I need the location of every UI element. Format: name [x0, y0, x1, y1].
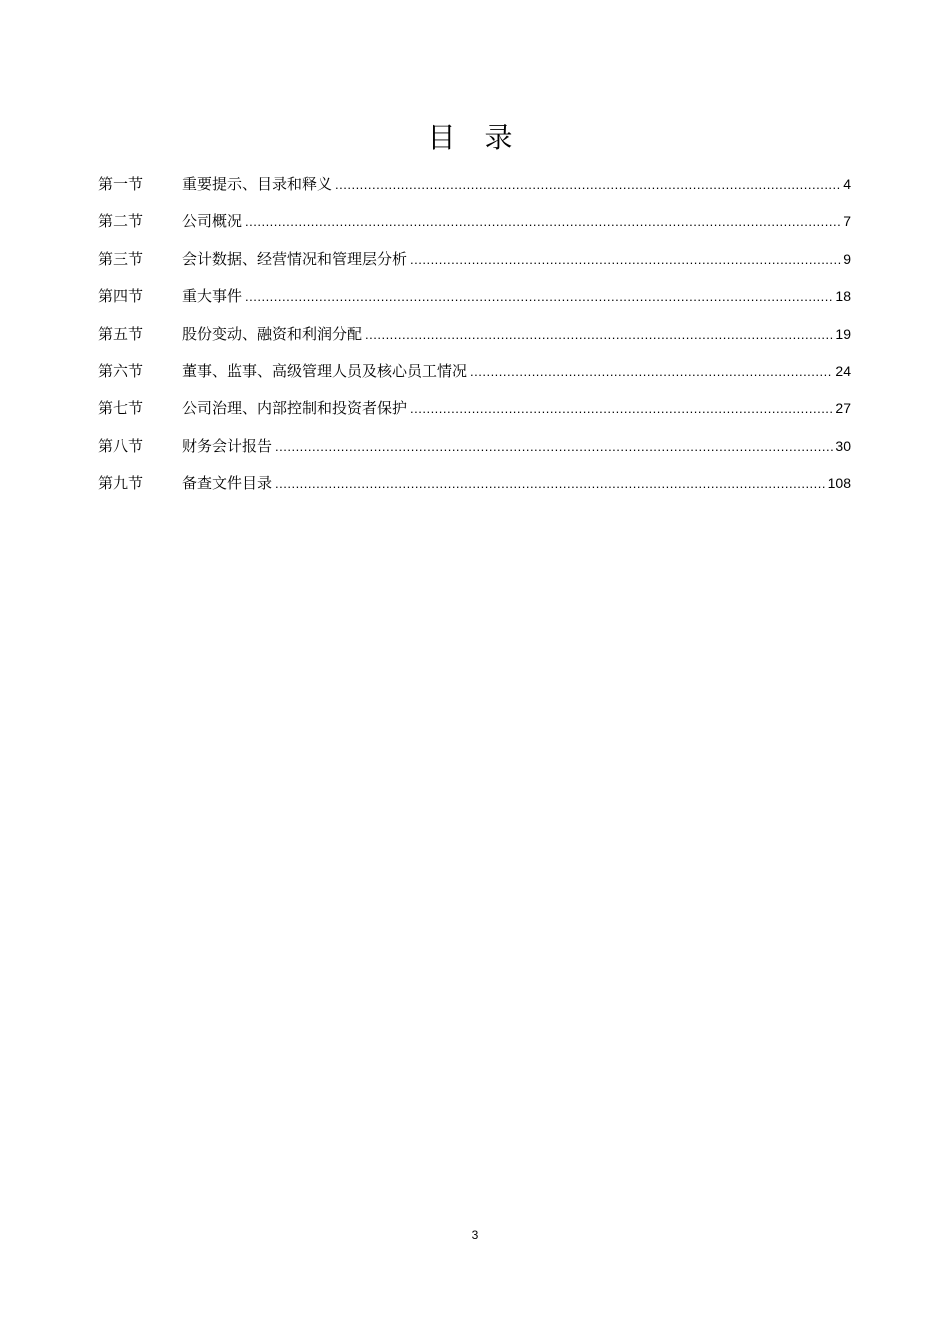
toc-section-number: 第一节: [98, 175, 144, 193]
toc-section-number: 第八节: [98, 436, 144, 455]
toc-entry[interactable]: [98, 168, 851, 205]
toc-page-number: 24: [835, 362, 851, 379]
toc-entry[interactable]: [98, 318, 851, 355]
toc-section-title: 备查文件目录: [182, 474, 273, 493]
toc-dot-leader: [365, 319, 833, 351]
toc-section-number: 第六节: [98, 361, 144, 380]
toc-section-title: 会计数据、经营情况和管理层分析: [182, 249, 408, 268]
toc-entry[interactable]: [98, 205, 851, 242]
toc-entry[interactable]: [98, 243, 851, 280]
toc-section-title: 财务会计报告: [182, 436, 273, 455]
toc-dot-leader: [470, 356, 833, 388]
toc-page-number: 9: [843, 250, 851, 267]
toc-section-number: 第九节: [98, 474, 144, 493]
toc-section-title: 重大事件: [182, 287, 243, 306]
toc-dot-leader: [410, 244, 841, 276]
toc-section-number: 第七节: [98, 399, 144, 418]
toc-entry[interactable]: [98, 430, 851, 467]
toc-section-title: 公司治理、内部控制和投资者保护: [182, 399, 408, 418]
toc-dot-leader: [245, 281, 833, 313]
toc-section-title: 重要提示、目录和释义: [182, 175, 333, 193]
toc-page-number: 4: [843, 176, 851, 192]
toc-entry[interactable]: [98, 355, 851, 392]
toc-section-number: 第二节: [98, 212, 144, 231]
table-of-contents: [98, 168, 851, 505]
toc-dot-leader: [335, 169, 841, 201]
toc-section-title: 股份变动、融资和利润分配: [182, 324, 363, 343]
toc-section-title: 公司概况: [182, 212, 243, 231]
page-title: 目 录: [427, 121, 523, 154]
toc-page-number: 108: [827, 475, 851, 492]
toc-entry[interactable]: [98, 280, 851, 317]
toc-page-number: 19: [835, 325, 851, 342]
toc-page-number: 7: [843, 213, 851, 230]
page-number: 3: [471, 1228, 479, 1242]
toc-section-number: 第四节: [98, 287, 144, 306]
toc-entry[interactable]: [98, 392, 851, 429]
toc-page-number: 30: [835, 437, 851, 454]
toc-section-title: 董事、监事、高级管理人员及核心员工情况: [182, 361, 468, 380]
toc-entry[interactable]: [98, 467, 851, 504]
toc-section-number: 第五节: [98, 324, 144, 343]
toc-dot-leader: [410, 393, 833, 425]
toc-page-number: 18: [835, 288, 851, 305]
toc-dot-leader: [275, 431, 833, 463]
toc-dot-leader: [245, 206, 841, 238]
toc-page-number: 27: [835, 400, 851, 417]
toc-section-number: 第三节: [98, 249, 144, 268]
toc-dot-leader: [275, 468, 826, 500]
